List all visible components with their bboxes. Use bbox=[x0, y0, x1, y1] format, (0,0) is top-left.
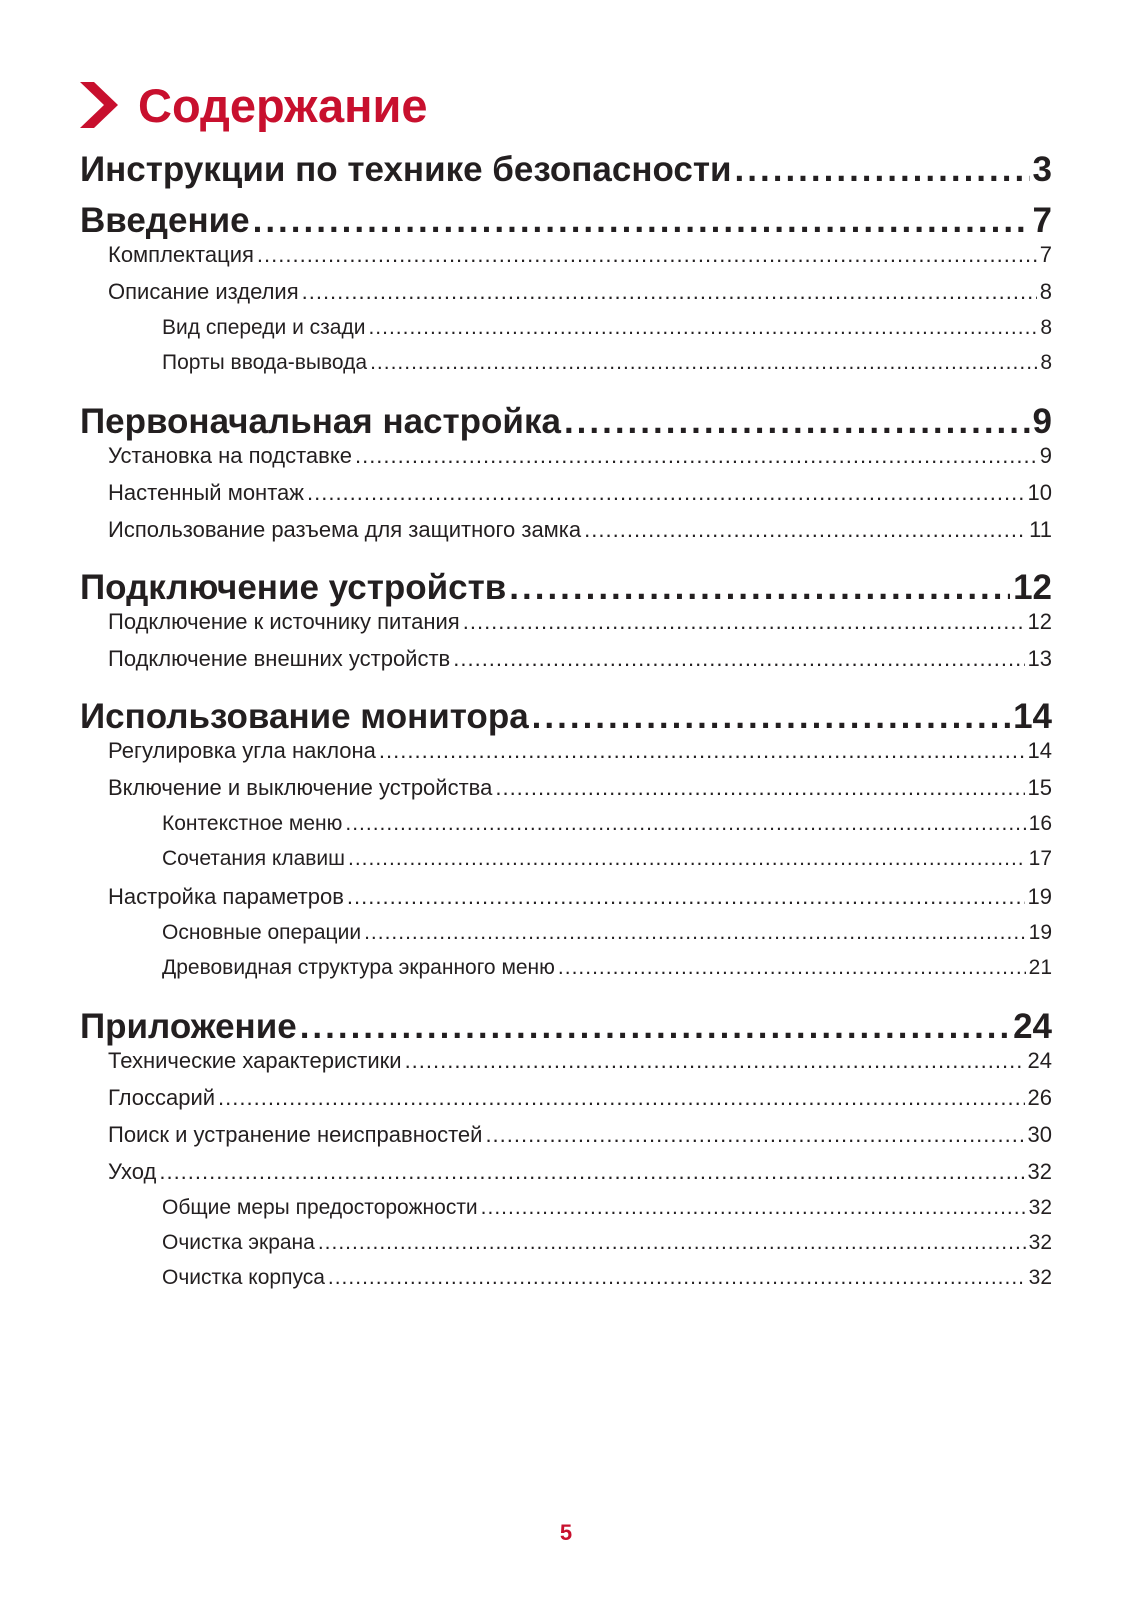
chevron-right-icon bbox=[80, 80, 120, 130]
toc-entry-level-3[interactable] bbox=[80, 351, 1052, 375]
toc-entry-page: 9 bbox=[1039, 443, 1052, 468]
toc-entry-label: Приложение bbox=[80, 1007, 297, 1046]
toc-entry-label: Подключение к источнику питания bbox=[108, 609, 460, 634]
toc-entry-label: Инструкции по технике безопасности bbox=[80, 150, 732, 189]
toc-entry-level-2[interactable] bbox=[80, 1159, 1052, 1185]
toc-entry-page: 24 bbox=[1013, 1007, 1052, 1046]
toc-entry-level-2[interactable] bbox=[80, 1122, 1052, 1148]
toc-leader-dots bbox=[355, 443, 1037, 469]
toc-leader-dots bbox=[463, 609, 1025, 635]
toc-entry-level-2[interactable] bbox=[80, 1048, 1052, 1074]
toc-leader-dots bbox=[318, 1231, 1026, 1255]
toc-leader-dots bbox=[364, 921, 1026, 945]
toc-entry-page: 12 bbox=[1027, 609, 1052, 634]
toc-leader-dots bbox=[257, 242, 1037, 268]
toc-entry-page: 24 bbox=[1027, 1048, 1052, 1073]
toc-entry-page: 26 bbox=[1027, 1085, 1052, 1110]
toc-leader-dots bbox=[348, 847, 1026, 871]
toc-entry-page: 3 bbox=[1032, 150, 1052, 189]
toc-entry-level-2[interactable] bbox=[80, 517, 1052, 543]
toc-entry-page: 30 bbox=[1027, 1122, 1052, 1147]
toc-leader-dots bbox=[735, 150, 1030, 190]
toc-entry-page: 8 bbox=[1040, 316, 1052, 339]
toc-leader-dots bbox=[370, 351, 1037, 375]
toc-entry-label: Комплектация bbox=[108, 242, 254, 267]
toc-entry-page: 13 bbox=[1027, 646, 1052, 671]
toc-entry-level-3[interactable] bbox=[80, 921, 1052, 945]
toc-entry-level-2[interactable] bbox=[80, 646, 1052, 672]
toc-entry-level-3[interactable] bbox=[80, 1266, 1052, 1290]
toc-entry-label: Общие меры предосторожности bbox=[162, 1196, 478, 1219]
toc-entry-page: 8 bbox=[1040, 351, 1052, 374]
toc-entry-page: 7 bbox=[1039, 242, 1052, 267]
toc-leader-dots bbox=[509, 568, 1010, 608]
toc-leader-dots bbox=[481, 1196, 1026, 1220]
toc-entry-page: 11 bbox=[1029, 517, 1052, 542]
page-title: Содержание bbox=[138, 78, 428, 132]
toc-entry-label: Использование разъема для защитного замка bbox=[108, 517, 582, 542]
toc-entry-level-1[interactable] bbox=[80, 1007, 1052, 1047]
toc-leader-dots bbox=[564, 402, 1030, 442]
toc-leader-dots bbox=[345, 812, 1025, 836]
toc-entry-label: Глоссарий bbox=[108, 1085, 216, 1110]
toc-entry-page: 10 bbox=[1027, 480, 1052, 505]
toc-entry-label: Использование монитора bbox=[80, 697, 529, 736]
page-number: 5 bbox=[559, 1520, 573, 1545]
toc-entry-label: Регулировка угла наклона bbox=[108, 738, 376, 763]
toc-leader-dots bbox=[532, 697, 1010, 737]
toc-leader-dots bbox=[347, 884, 1025, 910]
toc-entry-level-2[interactable] bbox=[80, 1085, 1052, 1111]
toc-entry-page: 19 bbox=[1028, 921, 1052, 944]
toc-leader-dots bbox=[495, 775, 1024, 801]
toc-entry-page: 7 bbox=[1032, 201, 1052, 240]
toc-entry-page: 32 bbox=[1028, 1266, 1052, 1289]
toc-entry-label: Контекстное меню bbox=[162, 812, 343, 835]
toc-leader-dots bbox=[253, 201, 1030, 241]
toc-entry-level-2[interactable] bbox=[80, 443, 1052, 469]
toc-entry-page: 19 bbox=[1027, 884, 1052, 909]
toc-entry-page: 12 bbox=[1013, 568, 1052, 607]
toc-entry-level-2[interactable] bbox=[80, 738, 1052, 764]
toc-entry-level-3[interactable] bbox=[80, 316, 1052, 340]
toc-leader-dots bbox=[159, 1159, 1024, 1185]
toc-leader-dots bbox=[405, 1048, 1025, 1074]
toc-entry-label: Настройка параметров bbox=[108, 884, 344, 909]
toc-entry-label: Введение bbox=[80, 201, 250, 240]
toc-leader-dots bbox=[328, 1266, 1026, 1290]
toc-entry-level-1[interactable] bbox=[80, 697, 1052, 737]
toc-entry-label: Уход bbox=[108, 1159, 157, 1184]
toc-entry-label: Поиск и устранение неисправностей bbox=[108, 1122, 483, 1147]
toc-entry-label: Древовидная структура экранного меню bbox=[162, 956, 555, 979]
toc-entry-label: Технические характеристики bbox=[108, 1048, 402, 1073]
toc-entry-page: 15 bbox=[1027, 775, 1052, 800]
toc-entry-level-2[interactable] bbox=[80, 609, 1052, 635]
toc-entry-label: Сочетания клавиш bbox=[162, 847, 345, 870]
toc-leader-dots bbox=[485, 1122, 1024, 1148]
toc-entry-label: Описание изделия bbox=[108, 279, 299, 304]
toc-entry-page: 14 bbox=[1013, 697, 1052, 736]
toc-leader-dots bbox=[302, 279, 1037, 305]
toc-entry-label: Вид спереди и сзади bbox=[162, 316, 366, 339]
toc-entry-label: Первоначальная настройка bbox=[80, 402, 561, 441]
toc-entry-level-3[interactable] bbox=[80, 1231, 1052, 1255]
toc-entry-level-1[interactable] bbox=[80, 568, 1052, 608]
toc-entry-label: Порты ввода-вывода bbox=[162, 351, 368, 374]
toc-entry-level-2[interactable] bbox=[80, 279, 1052, 305]
toc-leader-dots bbox=[218, 1085, 1024, 1111]
toc-entry-page: 32 bbox=[1027, 1159, 1052, 1184]
toc-leader-dots bbox=[453, 646, 1024, 672]
toc-entry-page: 9 bbox=[1032, 402, 1052, 441]
toc-entry-level-1[interactable] bbox=[80, 201, 1052, 241]
toc-entry-label: Подключение устройств bbox=[80, 568, 507, 607]
toc-entry-label: Подключение внешних устройств bbox=[108, 646, 451, 671]
toc-entry-page: 16 bbox=[1028, 812, 1052, 835]
toc-entry-label: Настенный монтаж bbox=[108, 480, 304, 505]
toc-entry-page: 21 bbox=[1028, 956, 1052, 979]
toc-leader-dots bbox=[300, 1007, 1010, 1047]
toc-entry-level-1[interactable] bbox=[80, 150, 1052, 190]
toc-entry-level-2[interactable] bbox=[80, 884, 1052, 910]
toc-entry-level-3[interactable] bbox=[80, 812, 1052, 836]
toc-entry-level-2[interactable] bbox=[80, 775, 1052, 801]
toc-entry-level-3[interactable] bbox=[80, 1196, 1052, 1220]
toc-leader-dots bbox=[558, 956, 1026, 980]
toc-entry-level-3[interactable] bbox=[80, 847, 1052, 871]
toc-entry-label: Очистка экрана bbox=[162, 1231, 315, 1254]
toc-entry-label: Очистка корпуса bbox=[162, 1266, 325, 1289]
toc-entry-level-2[interactable] bbox=[80, 242, 1052, 268]
toc-entry-level-1[interactable] bbox=[80, 402, 1052, 442]
toc-entry-label: Включение и выключение устройства bbox=[108, 775, 493, 800]
title-row bbox=[80, 70, 428, 140]
toc-entry-page: 32 bbox=[1028, 1196, 1052, 1219]
toc-entry-level-2[interactable] bbox=[80, 480, 1052, 506]
toc-leader-dots bbox=[368, 316, 1037, 340]
toc-entry-page: 17 bbox=[1028, 847, 1052, 870]
toc-entry-label: Установка на подставке bbox=[108, 443, 352, 468]
toc-leader-dots bbox=[379, 738, 1025, 764]
toc-entry-label: Основные операции bbox=[162, 921, 362, 944]
toc-leader-dots bbox=[307, 480, 1025, 506]
toc-entry-page: 8 bbox=[1039, 279, 1052, 304]
toc-entry-level-3[interactable] bbox=[80, 956, 1052, 980]
toc-leader-dots bbox=[584, 517, 1026, 543]
toc-entry-page: 14 bbox=[1027, 738, 1052, 763]
toc-entry-page: 32 bbox=[1028, 1231, 1052, 1254]
